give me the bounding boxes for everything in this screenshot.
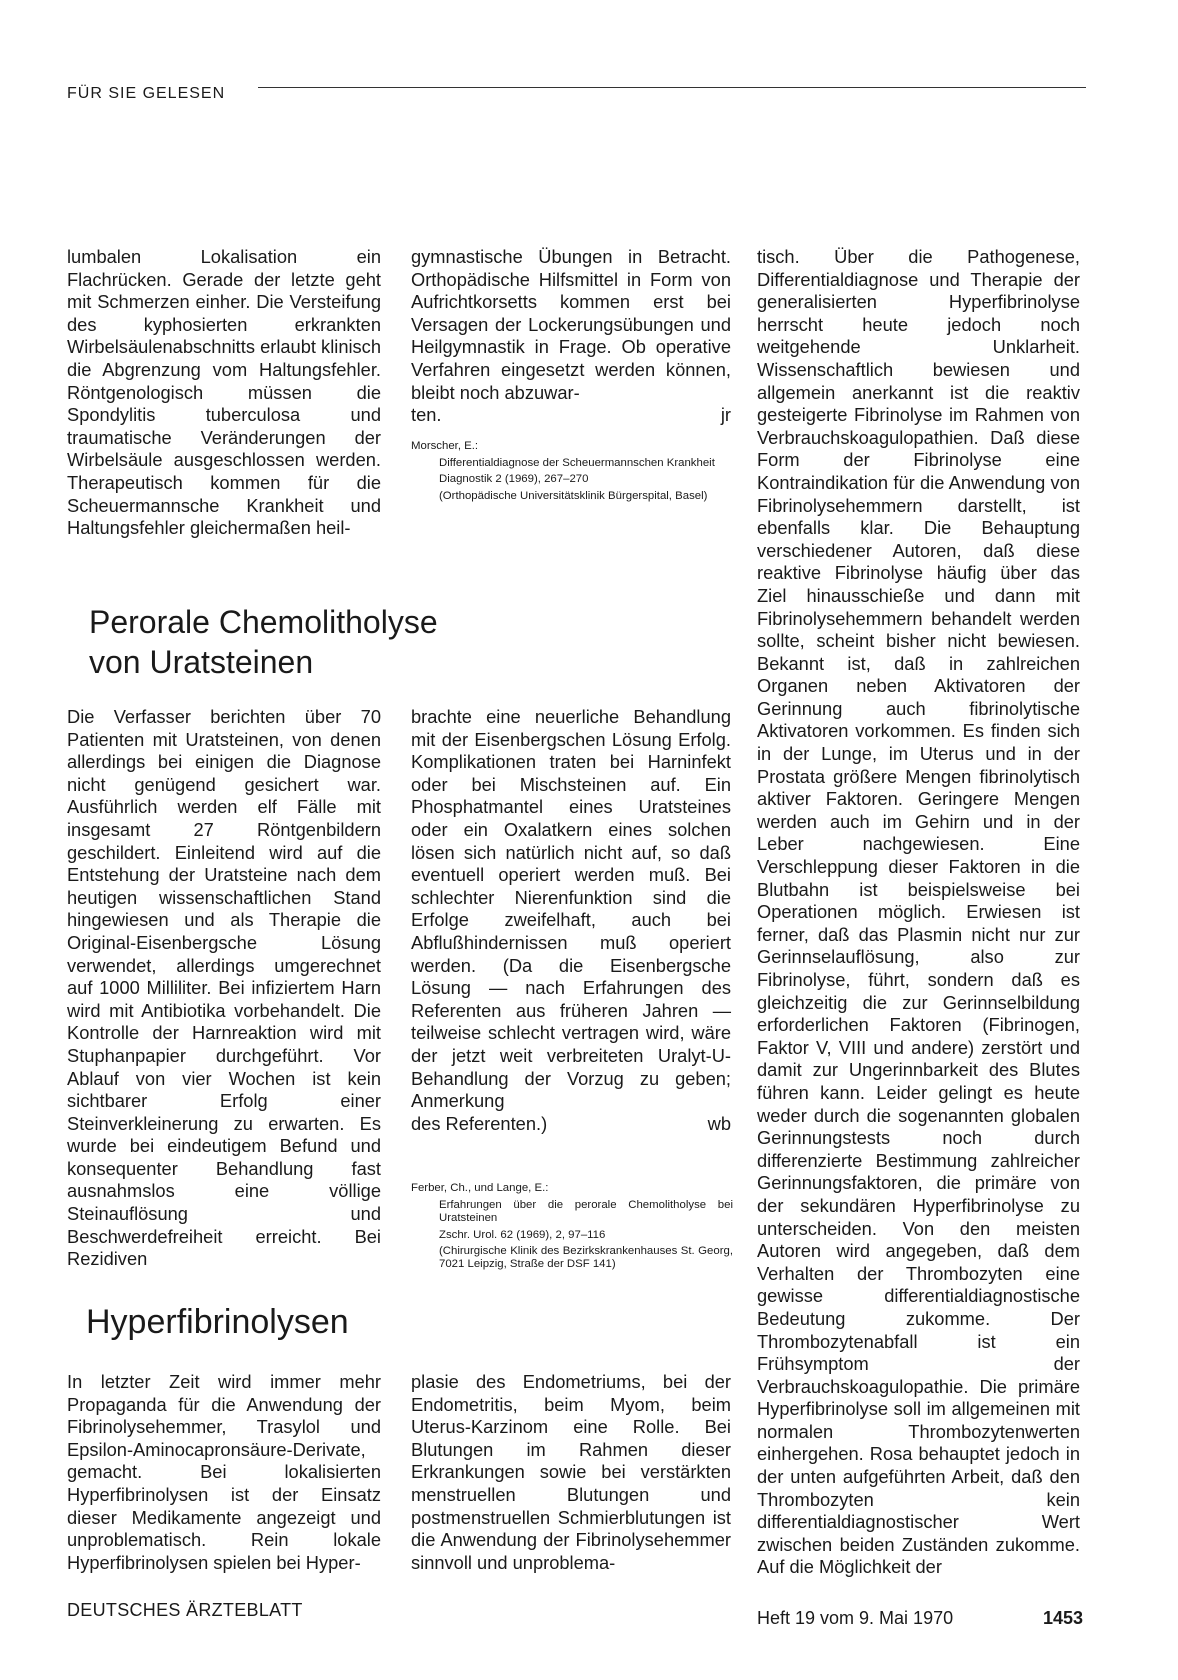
article-2-column-2-text: plasie des Endometriums, bei der Endometritis, beim Myom, beim Uterus-Karzinom eine Rolle. Bei Blutungen im Rahmen dieser Erkrankungen sowie bei verstärkten menstruellen Blutungen und postmenstruellen Schmierblutungen ist die Anwendung der Fibrinolysehemmer sinnvoll und unproblema- [411, 1371, 731, 1573]
article-2-column-1-text: In letzter Zeit wird immer mehr Propaganda für die Anwendung der Fibrinolysehemmer, Trasylol und Epsilon-Aminocapronsäure-Derivate, gemacht. Bei lokalisierten Hyperfibrinolysen ist der Einsatz dieser Medikamente angezeigt und unproblematisch. Rein lokale Hyperfibrinolysen spielen bei Hyper- [67, 1371, 381, 1573]
article-1-column-2 [411, 706, 731, 1135]
article-title [89, 602, 438, 682]
section-label: FÜR SIE GELESEN [67, 85, 226, 102]
top-reference [411, 440, 733, 503]
page-number: 1453 [1043, 1608, 1084, 1628]
article-2-column-1 [67, 1371, 381, 1574]
footer-issue: Heft 19 vom 9. Mai 1970 [757, 1608, 954, 1628]
reference-title: Erfahrungen über die perorale Chemolitholyse bei Uratsteinen [439, 1199, 733, 1225]
article-1-signature-line [411, 1113, 731, 1136]
article-1-column-2-last: des Referenten.) [411, 1112, 548, 1134]
top-column-2-last: ten. [411, 404, 442, 426]
reference-journal: Diagnostik 2 (1969), 267–270 [439, 473, 589, 486]
article-title-line-1: Perorale Chemolitholyse [89, 604, 438, 640]
article-1-column-2-text: brachte eine neuerliche Behandlung mit der Eisenbergschen Lösung Erfolg. Komplikationen traten bei Harninfekt oder bei Mischsteinen auf. Ein Phosphatmantel eines Uratsteines oder ein Oxalatkern eines solchen lösen sich natürlich nicht auf, so daß eventuell operiert werden muß. Bei schlechter Nierenfunktion sind die Erfolge zweifelhaft, auch bei Abflußhindernissen muß operiert werden. (Da die Eisenbergsche Lösung — nach Erfahrungen des Referenten aus früheren Jahren — teilweise schlecht vertragen wird, wäre der jetzt weit verbreiteten Uralyt-U-Behandlung der Vorzug zu geben; Anmerkung [411, 706, 731, 1112]
article-title-line-2: von Uratsteinen [89, 644, 314, 680]
reference-institution: (Chirurgische Klinik des Bezirkskrankenhauses St. Georg, 7021 Leipzig, Straße der DSF 141) [439, 1244, 733, 1271]
top-column-1-text: lumbalen Lokalisation ein Flachrücken. Gerade der letzte geht mit Schmerzen einher. Die Versteifung des kyphosierten erkrankten Wirbelsäulenabschnitts erlaubt klinisch die Abgrenzung vom Haltungsfehler. Röntgenologisch müssen die Spondylitis tuberculosa und traumatische Veränderungen der Wirbelsäule ausgeschlossen werden. Therapeutisch kommen für die Scheuermannsche Krankheit und Haltungsfehler gleichermaßen heil- [67, 246, 381, 539]
article-1-column-1-text: Die Verfasser berichten über 70 Patienten mit Uratsteinen, von denen allerdings bei einigen die Diagnose nicht genügend gesichert war. Ausführlich werden elf Fälle mit insgesamt 27 Röntgenbildern geschildert. Einleitend wird auf die Entstehung der Uratsteine nach dem heutigen wissenschaftlichen Stand hingewiesen und als Therapie die Original-Eisenbergsche Lösung verwendet, allerdings umgerechnet auf 1000 Milliliter. Bei infiziertem Harn wird mit Antibiotika vorbehandelt. Die Kontrolle der Harnreaktion wird mit Stuphanpapier durchgeführt. Vor Ablauf von vier Wochen ist kein sichtbarer Erfolg einer Steinverkleinerung zu erwarten. Es wurde bei eindeutigem Befund und konsequenter Behandlung fast ausnahmslos eine völlige Steinauflösung und Beschwerdefreiheit erreicht. Bei Rezidiven [67, 706, 381, 1270]
reference-institution: (Orthopädische Universitätsklinik Bürgerspital, Basel) [439, 489, 708, 502]
reference-author: Morscher, E.: [411, 440, 479, 452]
article-1-reference [411, 1182, 733, 1271]
top-column-2 [411, 246, 731, 427]
header-rule [258, 87, 1086, 88]
reference-journal: Zschr. Urol. 62 (1969), 2, 97–116 [439, 1228, 606, 1241]
article-1-column-1 [67, 706, 381, 1271]
top-column-2-text: gymnastische Übungen in Betracht. Orthopädische Hilfsmittel in Form von Aufrichtkorsetts kommen erst bei Versagen der Lockerungsübungen und Heilgymnastik in Frage. Ob operative Verfahren eingesetzt werden können, bleibt noch abzuwar- [411, 246, 731, 403]
article-2-column-3-text: tisch. Über die Pathogenese, Differentialdiagnose und Therapie der generalisierten Hyperfibrinolyse herrscht heute jedoch noch weitgehende Unklarheit. Wissenschaftlich bewiesen und allgemein anerkannt ist die reaktiv gesteigerte Fibrinolyse im Rahmen von Verbrauchskoagulopathien. Daß diese Form der Fibrinolyse eine Kontraindikation für die Anwendung von Fibrinolysehemmern darstellt, ist ebenfalls klar. Die Behauptung verschiedener Autoren, daß diese reaktive Fibrinolyse häufig über das Ziel hinausschieße und dann mit Fibrinolysehemmern behandelt werden sollte, scheint bisher nicht bewiesen. Bekannt ist, daß in zahlreichen Organen neben Aktivatoren der Gerinnung auch fibrinolytische Aktivatoren vorkommen. Es finden sich in der Lunge, im Uterus und in der Prostata größere Mengen fibrinolytisch aktiver Faktoren. Geringere Mengen werden auch im Gehirn und in der Leber nachgewiesen. Eine Verschleppung dieser Faktoren in die Blutbahn ist beispielsweise bei Operationen möglich. Erwiesen ist ferner, daß das Plasmin nicht nur zur Gerinnselauflösung, also zur Fibrinolyse, führt, sondern daß es gleichzeitig die zur Gerinnselbildung erforderlichen Faktoren (Fibrinogen, Faktor V, VIII und andere) zerstört und damit zur Ungerinnbarkeit des Blutes führen kann. Leider gelingt es heute weder durch die sogenannten globalen Gerinnungstests noch durch differenzierte Bestimmung zahlreicher Gerinnungsfaktoren, die primäre von der sekundären Hyperfibrinolyse zu unterscheiden. Von den meisten Autoren wird angegeben, daß dem Verhalten der Thrombozyten eine gewisse differentialdiagnostische Bedeutung zukomme. Der Thrombozytenabfall ist ein Frühsymptom der Verbrauchskoagulopathie. Die primäre Hyperfibrinolyse soll im allgemeinen mit normalen Thrombozytenwerten einhergehen. Rosa behauptet jedoch in der unten aufgeführten Arbeit, daß den Thrombozyten kein differentialdiagnostischer Wert zwischen beiden Zuständen zukomme. Auf die Möglichkeit der [757, 246, 1080, 1578]
top-column-1 [67, 246, 381, 540]
reference-author: Ferber, Ch., und Lange, E.: [411, 1182, 549, 1194]
article-2-column-2 [411, 1371, 731, 1574]
footer-journal: DEUTSCHES ÄRZTEBLATT [67, 1600, 303, 1620]
top-signature-line [411, 404, 731, 427]
article-2-column-3 [757, 246, 1080, 1579]
reference-title: Differentialdiagnose der Scheuermannschen Krankheit [439, 457, 715, 470]
article-1-signature: wb [707, 1112, 731, 1134]
top-signature: jr [720, 404, 731, 426]
article-title: Hyperfibrinolysen [86, 1303, 349, 1341]
